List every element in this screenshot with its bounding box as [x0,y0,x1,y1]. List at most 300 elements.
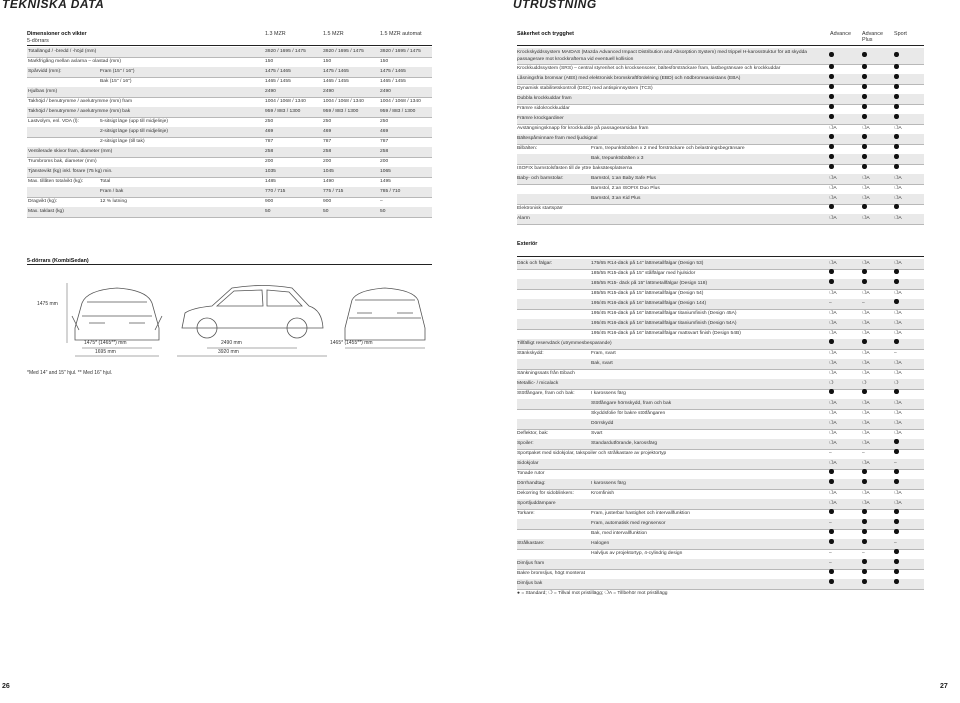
row-sublabel: Halogen [591,541,610,546]
row-label: Max. taklast (kg) [28,209,64,214]
dot-icon [862,104,867,109]
legend: ● = Standard; ❍ = Tillval mot pristillägg; ❍A = Tillbehör mot pristillägg [517,591,668,596]
dot-icon [862,519,867,524]
row-sublabel: 195/45 R16-däck på 16" lättmetallfälgar titaniumfinish (Design 45A) [591,311,737,316]
cell-value: 258 [380,149,389,154]
dot-icon [829,389,834,394]
row-sublabel: Fram, automatisk med regnsensor [591,521,666,526]
dot-icon [894,439,899,444]
row-sublabel: Total [100,179,111,184]
availability-mark: ❍A [862,371,870,376]
availability-mark: ❍A [894,186,902,191]
cell-value: 150 [380,59,389,64]
availability-mark: ❍A [829,441,837,446]
dot-icon [862,569,867,574]
row-label: Takhöjd / benutrymme / axelutrymme (mm) fram [28,99,133,104]
availability-mark: ❍A [829,411,837,416]
cell-value: 959 / 883 / 1300 [380,109,416,114]
dot-icon [862,339,867,344]
dot-icon [894,204,899,209]
availability-mark: – [862,301,865,306]
availability-mark: ❍A [862,401,870,406]
availability-mark: ❍A [829,216,837,221]
row-label: Dimljus fram [517,561,545,566]
dot-icon [862,74,867,79]
availability-mark: ❍A [862,441,870,446]
cell-value: 258 [265,149,274,154]
row-sublabel: Barnstol, 3:an Kid Plus [591,196,641,201]
row-label: Däck och fälgar: [517,261,553,266]
cell-value: 775 / 715 [323,189,344,194]
row-sublabel: 5-sitsigt läge (upp till midjelinje) [100,119,168,124]
row-sublabel: Fram, svart [591,351,616,356]
dim-wheelbase: 2490 mm [221,340,242,346]
page-heading-left: TEKNISKA DATA [2,0,105,11]
row-sublabel: 195/45 R16-däck på 16" lättmetallfälgar mattsvart finish (Design 54B) [591,331,741,336]
dot-icon [829,269,834,274]
cell-value: 250 [380,119,389,124]
availability-mark: ❍A [862,261,870,266]
availability-mark: ❍A [862,186,870,191]
safety-title: Säkerhet och trygghet [517,31,574,37]
row-sublabel: I karossens färg [591,481,626,486]
row-label: Dörrhandtag: [517,481,546,486]
cell-value: 1004 / 1068 / 1340 [380,99,421,104]
row-sublabel: Barnstol, 1:an Baby Safe Plus [591,176,656,181]
row-sublabel: 185/55 R15-däck på 15" stålfälgar med hjulsidor [591,271,696,276]
dot-icon [894,299,899,304]
cell-value: 50 [380,209,386,214]
availability-mark: ❍A [829,176,837,181]
row-label: Tjänstevikt (kg) inkl. förare (75 kg) min. [28,169,113,174]
row-label: Markfrigång mellan axlarna – olastad (mm) [28,59,121,64]
row-label: Spårvidd (mm): [28,69,62,74]
dim-height: 1475 mm [37,301,58,307]
availability-mark: ❍A [862,351,870,356]
availability-mark: – [829,451,832,456]
drawing-rule [27,264,432,265]
row-sublabel: Bak, svart [591,361,613,366]
row-sublabel: 195/45 R16-däck på 16" lättmetallfälgar titaniumfinish (Design 54A) [591,321,737,326]
row-sublabel: Standardutförande, karossfärg [591,441,658,446]
dot-icon [894,529,899,534]
row-label: Stänkskydd: [517,351,544,356]
cell-value: 2490 [380,89,391,94]
dot-icon [862,144,867,149]
exterior-title: Exteriör [517,241,538,247]
row-sublabel: Fram / bak [100,189,124,194]
cell-value: – [380,199,383,204]
row-sublabel: 175/65 R14-däck på 14" lättmetallfälgar (Design 53) [591,261,704,266]
dot-icon [894,479,899,484]
availability-mark: ❍A [894,126,902,131]
availability-mark: – [829,301,832,306]
dot-icon [862,539,867,544]
availability-mark: ❍A [829,291,837,296]
row-sublabel: Kromfinish [591,491,615,496]
dot-icon [862,269,867,274]
cell-value: 200 [323,159,332,164]
availability-mark: ❍A [829,311,837,316]
row-label: Stötfångare, fram och bak: [517,391,575,396]
row-label: Krockskyddssystem MAIDAS (Mazda Advanced Impact Distribution and Absorption System) med trippel H-karosstruktur för att skydda passagerare mot krockkrafterna vid eventuell kollision [517,50,808,62]
dot-icon [829,509,834,514]
cell-value: 3920 / 1695 / 1475 [265,49,306,54]
dot-icon [894,134,899,139]
cell-value: 770 / 715 [265,189,286,194]
table-row [27,207,432,218]
availability-mark: ❍A [894,401,902,406]
row-label: Alarm [517,216,530,221]
page-number-left: 26 [2,683,10,690]
row-label: Tillfälligt reservdäck (utrymmesbesparande) [517,341,612,346]
row-label: Främre krockgardiner [517,116,564,121]
cell-value: 900 [323,199,332,204]
cell-value: 1475 / 1465 [265,69,291,74]
dot-icon [862,52,867,57]
page-number-right: 27 [940,683,948,690]
row-label: Sidokjolar [517,461,539,466]
row-label: Lastvolym, enl. VDA (l): [28,119,79,124]
row-sublabel: 12 % lutning [100,199,127,204]
availability-mark: ❍A [862,361,870,366]
cell-value: 1485 [265,179,276,184]
dot-icon [894,164,899,169]
dot-icon [862,389,867,394]
availability-mark: – [862,451,865,456]
dot-icon [862,479,867,484]
availability-mark: ❍A [894,196,902,201]
col-header-sport: Sport [894,31,907,37]
availability-mark: – [894,351,897,356]
availability-mark: ❍A [894,331,902,336]
cell-value: 250 [265,119,274,124]
dot-icon [894,549,899,554]
dot-icon [894,269,899,274]
availability-mark: – [829,561,832,566]
availability-mark: ❍A [829,501,837,506]
availability-mark: ❍A [829,461,837,466]
dot-icon [894,84,899,89]
dot-icon [894,279,899,284]
col-header-advance: Advance [830,31,851,37]
dot-icon [829,529,834,534]
row-sublabel: 185/55 R15-däck på 15" lättmetallfälgar (Design 54) [591,291,704,296]
dot-icon [894,569,899,574]
availability-mark: ❍A [894,421,902,426]
cell-value: 1045 [323,169,334,174]
availability-mark: ❍A [829,331,837,336]
footnote: *Med 14" and 15" hjul. ** Med 16" hjul. [27,370,113,376]
row-label: Sänkningssats från Eibach [517,371,575,376]
availability-mark: ❍A [862,421,870,426]
cell-value: 1004 / 1068 / 1340 [265,99,306,104]
cell-value: 2490 [265,89,276,94]
dot-icon [862,114,867,119]
availability-mark: – [894,461,897,466]
row-label: Totallängd / -bredd / -höjd (mm) [28,49,97,54]
table-rule [27,45,432,46]
col-header-advance-plus: Advance Plus [862,31,883,43]
dim-track-front: 1475* (1465**) mm [84,340,127,346]
section-title: Dimensioner och vikter [27,31,87,37]
availability-mark: ❍A [829,186,837,191]
row-label: Krockkuddssystem (SRS) – central styrenhet och krocksensorer, bältesförsträckare fram, lastbegränsare och krockkuddar [517,66,781,71]
dot-icon [862,529,867,534]
dot-icon [829,279,834,284]
availability-mark: ❍A [862,176,870,181]
row-sublabel: Stötfångare hörnskydd, fram och bak [591,401,672,406]
cell-value: 1035 [265,169,276,174]
dot-icon [829,64,834,69]
row-label: Takhöjd / benutrymme / axelutrymme (mm) bak [28,109,131,114]
dot-icon [894,579,899,584]
row-sublabel: 195/45 R16-däck på 16" lättmetallfälgar (Design 144) [591,301,707,306]
row-sublabel: 2-sitsigt läge (upp till midjelinje) [100,129,168,134]
row-label: Metallic- / micalack [517,381,559,386]
availability-mark: – [862,551,865,556]
availability-mark: ❍A [894,361,902,366]
dot-icon [894,389,899,394]
dot-icon [829,144,834,149]
availability-mark: ❍A [894,321,902,326]
table-row [517,48,924,65]
availability-mark: ❍A [829,361,837,366]
cell-value: 469 [323,129,332,134]
row-sublabel: 2-sitsigt läge (till tak) [100,139,145,144]
col-header-3: 1.5 MZR automat [380,31,422,37]
row-label: Dekorring för sidoblinkers: [517,491,574,496]
dot-icon [862,509,867,514]
dot-icon [829,52,834,57]
availability-mark: ❍A [894,431,902,436]
cell-value: 787 [323,139,332,144]
dot-icon [829,479,834,484]
cell-value: 150 [323,59,332,64]
row-label: Avstängningsknapp för krockkudde på passagerarsidan fram [517,126,649,131]
row-label: ISOFIX barnstolsfästen till de yttre baksätesplatserna [517,166,633,171]
cell-value: 1065 [380,169,391,174]
row-sublabel: Halvljus av projektortyp, 4-cylindrig design [591,551,683,556]
row-label: Främre sidokrockkuddar [517,106,570,111]
availability-mark: ❍ [894,381,899,386]
cell-value: 258 [323,149,332,154]
dot-icon [829,579,834,584]
dot-icon [829,134,834,139]
drawing-title: 5-dörrars (KombiSedan) [27,258,89,264]
availability-mark: ❍A [894,491,902,496]
availability-mark: ❍A [862,411,870,416]
availability-mark: ❍A [894,291,902,296]
availability-mark: ❍A [862,321,870,326]
exterior-rule [517,256,924,257]
dot-icon [829,339,834,344]
availability-mark: ❍A [862,291,870,296]
row-sublabel: Dörrskydd [591,421,614,426]
dim-width: 1695 mm [95,349,116,355]
dot-icon [862,279,867,284]
dot-icon [894,94,899,99]
cell-value: 200 [380,159,389,164]
availability-mark: ❍A [862,491,870,496]
row-sublabel: Bak, med intervallfunktion [591,531,647,536]
row-sublabel: 185/55 R15- däck på 15" lättmetallfälgar (Design 118) [591,281,708,286]
car-side-view [177,286,327,357]
row-sublabel: Skyddsfolie för bakre stötfångaren [591,411,666,416]
cell-value: 959 / 883 / 1300 [265,109,301,114]
cell-value: 785 / 710 [380,189,401,194]
row-sublabel: Bak (15" / 16") [100,79,132,84]
dot-icon [862,134,867,139]
cell-value: 250 [323,119,332,124]
cell-value: 959 / 883 / 1300 [323,109,359,114]
availability-mark: ❍ [862,381,867,386]
dot-icon [894,509,899,514]
availability-mark: ❍A [894,176,902,181]
cell-value: 1465 / 1455 [265,79,291,84]
cell-value: 2490 [323,89,334,94]
row-label: Dubbla krockkuddar fram [517,96,572,101]
cell-value: 469 [380,129,389,134]
col-header-2: 1.5 MZR [323,31,344,37]
dot-icon [829,569,834,574]
dot-icon [894,559,899,564]
cell-value: 1475 / 1465 [380,69,406,74]
dot-icon [894,64,899,69]
availability-mark: ❍A [829,351,837,356]
dot-icon [862,559,867,564]
row-label: Bilbälten: [517,146,538,151]
col-header-1: 1.3 MZR [265,31,286,37]
dot-icon [894,104,899,109]
cell-value: 1004 / 1068 / 1340 [323,99,364,104]
dot-icon [894,449,899,454]
row-sublabel: Fram, justerbar hastighet och intervallfunktion [591,511,690,516]
safety-rule [517,45,924,46]
dot-icon [894,469,899,474]
availability-mark: ❍A [862,461,870,466]
row-label: Torkare: [517,511,535,516]
dot-icon [829,74,834,79]
availability-mark: ❍A [829,491,837,496]
row-sublabel: I karossens färg [591,391,626,396]
dot-icon [862,154,867,159]
dot-icon [894,339,899,344]
cell-value: 1495 [380,179,391,184]
availability-mark: ❍A [829,401,837,406]
row-sublabel: Fram, trepunktsbälten x 2 med försträckare och belastningsbegränsare [591,146,745,151]
row-label: Låsningsfria bromsar (ABS) med elektronisk bromskraftfördelning (EBD) och nödbromsassistans (EBA) [517,76,741,81]
availability-mark: ❍A [829,196,837,201]
availability-mark: ❍A [829,126,837,131]
dot-icon [894,52,899,57]
cell-value: 50 [323,209,329,214]
row-label: Ventilerade skivor fram, diameter (mm) [28,149,113,154]
dot-icon [829,104,834,109]
availability-mark: ❍A [894,411,902,416]
row-label: Deflektor, bak: [517,431,549,436]
dim-length: 3920 mm [218,349,239,355]
cell-value: 469 [265,129,274,134]
availability-mark: ❍A [894,216,902,221]
dot-icon [829,164,834,169]
row-label: Dimljus bak [517,581,543,586]
cell-value: 787 [265,139,274,144]
dot-icon [862,164,867,169]
table-row [517,214,924,225]
row-label: Elektronisk startspärr [517,206,563,211]
availability-mark: ❍A [862,196,870,201]
table-row [517,579,924,590]
availability-mark: ❍A [862,431,870,436]
availability-mark: ❍A [829,421,837,426]
row-sublabel: Barnstol, 2:an ISOFIX Duo Plus [591,186,660,191]
dot-icon [894,114,899,119]
availability-mark: ❍A [894,371,902,376]
dot-icon [829,204,834,209]
availability-mark: ❍A [862,216,870,221]
availability-mark: ❍A [829,431,837,436]
availability-mark: ❍A [894,311,902,316]
row-label: Trumbroms bak, diameter (mm) [28,159,97,164]
row-sublabel: Bak, trepunktsbälten x 3 [591,156,644,161]
dot-icon [894,144,899,149]
availability-mark: ❍A [862,501,870,506]
row-sublabel: Fram (15" / 16") [100,69,135,74]
availability-mark: ❍A [862,331,870,336]
cell-value: 150 [265,59,274,64]
row-label: Dynamisk stabilitetskontroll (DSC) med antispinnsystem (TCS) [517,86,653,91]
dot-icon [862,84,867,89]
availability-mark: – [894,541,897,546]
availability-mark: ❍ [829,381,834,386]
cell-value: 50 [265,209,271,214]
row-label: Sportpaket med sidokjolar, takspoiler och strålkastare av projektortyp [517,451,667,456]
dot-icon [862,94,867,99]
availability-mark: ❍A [862,311,870,316]
dot-icon [829,114,834,119]
row-label: Max. tillåten totalvikt (kg): [28,179,84,184]
dot-icon [862,469,867,474]
dim-track-rear: 1465* (1455**) mm [330,340,373,346]
availability-mark: – [829,521,832,526]
dot-icon [829,84,834,89]
row-label: Strålkastare: [517,541,545,546]
cell-value: 3920 / 1695 / 1475 [323,49,364,54]
section-subtitle: 5-dörrars [27,38,49,44]
row-label: Tonade rutor [517,471,545,476]
cell-value: 1465 / 1455 [380,79,406,84]
page-heading-right: UTRUSTNING [513,0,597,11]
row-label: Baby- och barnstolar: [517,176,564,181]
dot-icon [862,64,867,69]
dot-icon [894,74,899,79]
dot-icon [829,539,834,544]
cell-value: 1475 / 1465 [323,69,349,74]
row-label: Bakre bromsljus, högt monterat [517,571,585,576]
availability-mark: – [829,551,832,556]
row-label: Spoiler: [517,441,534,446]
cell-value: 200 [265,159,274,164]
dot-icon [829,469,834,474]
dot-icon [829,94,834,99]
availability-mark: ❍A [894,261,902,266]
row-label: Dragvikt (kg): [28,199,58,204]
availability-mark: ❍A [829,261,837,266]
cell-value: 900 [265,199,274,204]
cell-value: 787 [380,139,389,144]
cell-value: 1465 / 1455 [323,79,349,84]
